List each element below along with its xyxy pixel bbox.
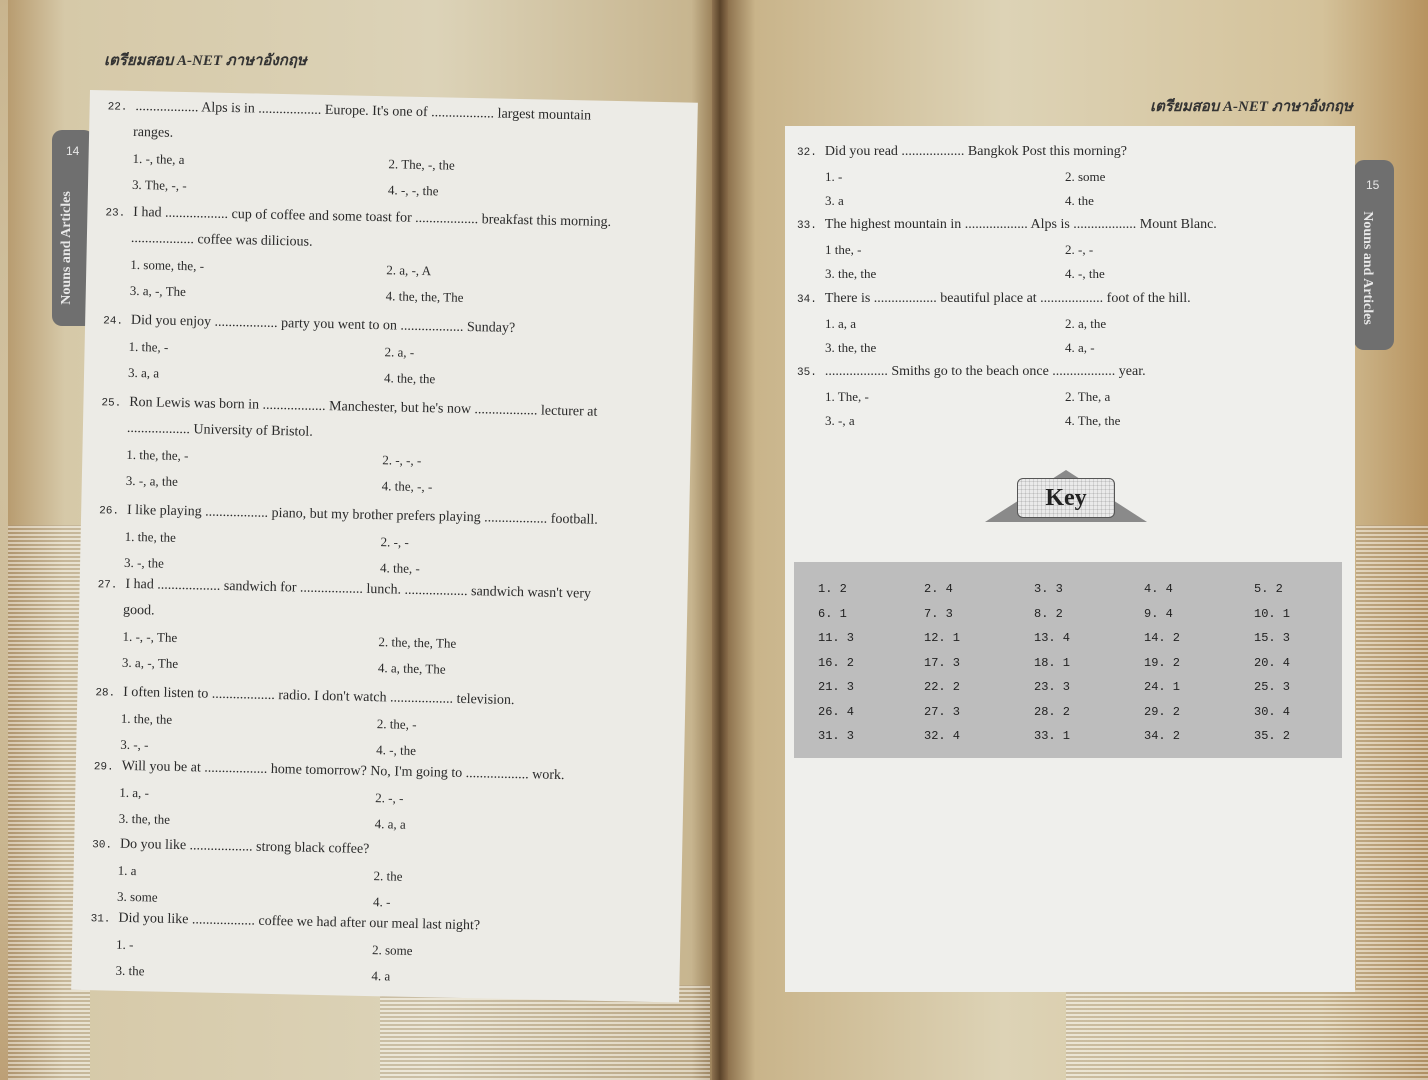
answer-option: 3. a, -, The	[121, 654, 179, 671]
answer-option: 4. the, the	[383, 370, 436, 387]
answer-option: 1. the, -	[128, 338, 169, 355]
question-33	[797, 217, 1217, 233]
right-question-panel	[785, 126, 1355, 992]
answer-key-item: 3. 3	[1034, 582, 1063, 596]
question-number: 25.	[101, 397, 122, 410]
right-page-number: 15	[1366, 178, 1380, 192]
question-29	[94, 758, 565, 784]
question-number: 31.	[90, 913, 111, 926]
question-35	[797, 364, 1146, 380]
right-side-tab-label: Nouns and Articles	[1359, 211, 1375, 325]
answer-option: 2. a, -	[384, 344, 415, 360]
answer-option: 1. -	[825, 169, 843, 184]
answer-key-item: 4. 4	[1144, 582, 1173, 596]
question-text: The highest mountain in .................. Alps is .................. Mount Blanc.	[824, 217, 1217, 232]
answer-key-item: 6. 1	[818, 606, 847, 621]
answer-key-item: 24. 1	[1144, 680, 1181, 694]
question-number: 22.	[107, 101, 128, 114]
question-text: Will you be at .................. home tomorrow? No, I'm going to .................. work.	[121, 758, 565, 784]
question-24	[103, 312, 515, 337]
question-number: 29.	[93, 761, 114, 774]
answer-option: 4. a, the, The	[377, 660, 446, 677]
answer-key-item: 19. 2	[1144, 655, 1181, 670]
answer-key-item: 34. 2	[1144, 729, 1181, 743]
answer-option: 1. a	[117, 862, 137, 879]
question-text: There is .................. beautiful place at .................. foot of the hill.	[824, 291, 1191, 306]
answer-key-item: 1. 2	[818, 582, 847, 596]
answer-option: 2. -, -, -	[382, 452, 422, 469]
answer-option: 2. some	[1065, 169, 1106, 184]
answer-option: 3. a, a	[127, 364, 160, 381]
question-number: 27.	[97, 579, 118, 592]
answer-key-item: 32. 4	[924, 729, 961, 743]
question-text: Do you like .................. strong black coffee?	[119, 836, 370, 858]
answer-option: 2. -, -	[1065, 242, 1094, 257]
question-text: .................. Alps is in .................. Europe. It's one of .................. largest mountain	[135, 98, 592, 124]
answer-option: 3. the, the	[118, 810, 171, 827]
question-28	[95, 684, 514, 709]
answer-option: 2. The, a	[1065, 389, 1111, 404]
answer-option: 3. a	[825, 193, 844, 208]
question-23	[105, 204, 611, 231]
answer-key-item: 13. 4	[1034, 631, 1071, 645]
answer-option: 3. the	[115, 962, 145, 979]
question-number: 28.	[95, 687, 116, 700]
question-30	[92, 836, 369, 858]
question-27	[97, 576, 591, 602]
answer-key-item: 10. 1	[1254, 606, 1291, 621]
answer-option: 1. the, the	[120, 710, 173, 727]
answer-option: 3. -, -	[120, 736, 149, 753]
answer-key-item: 31. 3	[818, 729, 855, 743]
key-heading	[985, 470, 1147, 522]
answer-key-item: 14. 2	[1144, 631, 1181, 645]
answer-option: 3. a, -, The	[129, 282, 187, 300]
answer-option: 4. a	[371, 968, 391, 984]
answer-option: 1. a, -	[119, 784, 150, 801]
question-text-continued: good.	[122, 602, 155, 619]
question-number: 33.	[797, 220, 817, 232]
answer-key-item: 12. 1	[924, 631, 961, 645]
answer-key-item: 8. 2	[1034, 606, 1063, 621]
answer-option: 1. -, the, a	[132, 150, 185, 167]
question-text: Did you read .................. Bangkok Post this morning?	[824, 144, 1127, 159]
answer-key-table	[794, 562, 1342, 758]
question-number: 35.	[797, 367, 817, 379]
answer-key-item: 30. 4	[1254, 704, 1291, 719]
answer-option: 3. -, the	[123, 554, 164, 571]
answer-option: 1. the, the, -	[126, 446, 189, 464]
answer-option: 4. The, the	[1065, 413, 1121, 428]
answer-key-item: 23. 3	[1034, 680, 1071, 694]
decorative-stripes-right	[1356, 525, 1428, 1080]
answer-key-item: 7. 3	[924, 606, 953, 621]
answer-key-item: 28. 2	[1034, 704, 1071, 719]
question-26	[99, 502, 598, 528]
answer-option: 4. -	[372, 894, 391, 910]
question-number: 32.	[797, 147, 817, 159]
question-number: 23.	[105, 207, 126, 220]
answer-option: 4. the, -	[379, 560, 420, 577]
answer-option: 2. a, the	[1065, 316, 1107, 331]
answer-option: 1. The, -	[825, 389, 869, 404]
left-question-panel	[71, 90, 698, 1003]
question-22	[107, 98, 591, 124]
question-text: Ron Lewis was born in .................. Manchester, but he's now .................. lecturer at	[129, 394, 598, 420]
question-number: 24.	[103, 315, 124, 328]
question-text-continued: .................. University of Bristol.	[126, 420, 313, 440]
answer-option: 1 the, -	[825, 242, 862, 257]
question-34	[797, 291, 1191, 307]
right-running-head: เตรียมสอบ A-NET ภาษาอังกฤษ	[1150, 99, 1353, 115]
book-gutter	[712, 0, 728, 1080]
answer-key-item: 18. 1	[1034, 655, 1071, 670]
answer-option: 3. -, a	[825, 413, 855, 428]
answer-option: 4. the, -, -	[381, 478, 433, 495]
answer-key-item: 15. 3	[1254, 631, 1291, 645]
question-31	[90, 910, 480, 934]
question-text-continued: ranges.	[132, 124, 174, 141]
decorative-stripes-bottom-right	[1066, 990, 1356, 1080]
question-25	[101, 394, 597, 420]
answer-option: 2. The, -, the	[388, 156, 455, 173]
answer-option: 1. -, -, The	[122, 628, 178, 645]
question-number: 26.	[99, 505, 120, 518]
answer-key-item: 17. 3	[924, 655, 961, 670]
question-text-continued: .................. coffee was dilicious.	[130, 230, 313, 250]
answer-option: 4. -, the	[376, 742, 417, 758]
answer-option: 2. the, -	[376, 716, 417, 732]
answer-key-item: 27. 3	[924, 704, 961, 719]
right-side-tab	[1354, 160, 1394, 350]
answer-option: 2. the, the, The	[378, 634, 457, 651]
answer-option: 3. The, -, -	[131, 176, 187, 194]
answer-option: 3. some	[116, 888, 158, 905]
answer-option: 2. the	[373, 868, 403, 884]
answer-option: 1. a, a	[825, 316, 857, 331]
answer-key-item: 5. 2	[1254, 582, 1283, 596]
answer-key-item: 2. 4	[924, 582, 953, 596]
answer-option: 4. a, -	[1065, 340, 1095, 355]
answer-option: 2. a, -, A	[386, 262, 432, 279]
answer-key-item: 26. 4	[818, 704, 855, 719]
answer-key-item: 33. 1	[1034, 729, 1071, 743]
answer-option: 2. -, -	[380, 534, 409, 550]
answer-option: 2. some	[371, 942, 413, 958]
answer-option: 3. the, the	[825, 266, 877, 281]
answer-key-item: 29. 2	[1144, 704, 1181, 719]
answer-option: 4. a, a	[374, 816, 406, 832]
answer-key-item: 16. 2	[818, 655, 855, 670]
answer-option: 4. -, -, the	[387, 182, 439, 199]
question-text: Did you enjoy .................. party you went to on .................. Sunday?	[130, 312, 516, 336]
answer-option: 1. some, the, -	[130, 256, 205, 274]
answer-option: 4. the	[1065, 193, 1094, 208]
question-number: 34.	[797, 294, 817, 306]
key-heading-label: Key	[1017, 478, 1115, 518]
question-number: 30.	[92, 839, 113, 852]
answer-key-item: 11. 3	[818, 631, 855, 645]
answer-option: 2. -, -	[375, 790, 404, 806]
answer-key-item: 22. 2	[924, 680, 961, 694]
answer-option: 1. the, the	[124, 528, 177, 545]
question-32	[797, 144, 1127, 160]
question-text: I had .................. cup of coffee and some toast for .................. breakfast this morning.	[133, 204, 612, 230]
answer-key-item: 25. 3	[1254, 680, 1291, 694]
left-side-tab-label: Nouns and Articles	[58, 191, 74, 305]
answer-option: 1. -	[115, 936, 134, 953]
answer-option: 3. -, a, the	[125, 472, 178, 489]
answer-key-item: 21. 3	[818, 680, 855, 694]
answer-option: 4. the, the, The	[385, 288, 464, 305]
left-page-number: 14	[66, 144, 80, 158]
answer-option: 4. -, the	[1065, 266, 1105, 281]
question-text: I had .................. sandwich for .................. lunch. .................. sandwich wasn't very	[125, 576, 592, 602]
answer-option: 3. the, the	[825, 340, 877, 355]
question-text: I like playing .................. piano, but my brother prefers playing .................. football.	[126, 502, 598, 528]
question-text: Did you like .................. coffee we had after our meal last night?	[118, 910, 481, 934]
question-text: I often listen to .................. radio. I don't watch .................. television.	[123, 684, 515, 709]
question-text: .................. Smiths go to the beach once .................. year.	[824, 364, 1146, 379]
answer-key-item: 20. 4	[1254, 655, 1291, 670]
left-running-head: เตรียมสอบ A-NET ภาษาอังกฤษ	[104, 53, 307, 69]
answer-key-item: 35. 2	[1254, 729, 1291, 743]
answer-key-item: 9. 4	[1144, 606, 1173, 621]
